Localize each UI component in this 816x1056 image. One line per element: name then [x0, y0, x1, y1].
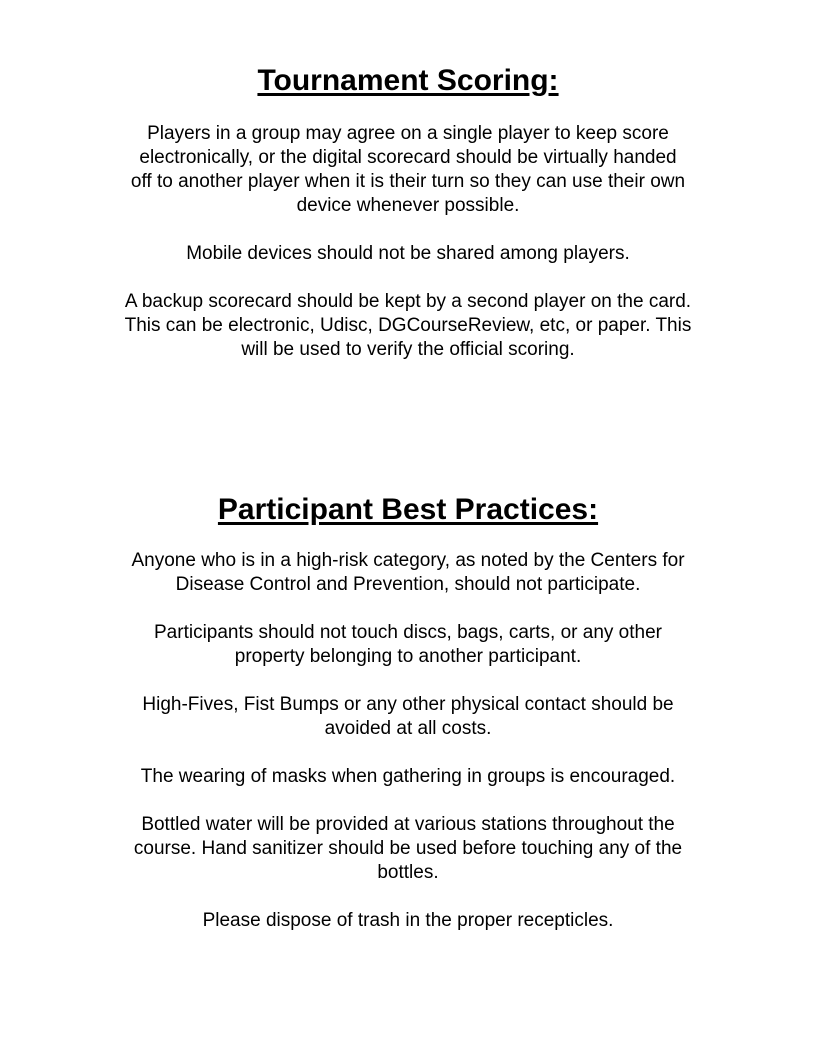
practice-paragraph-masks: The wearing of masks when gathering in groups is encouraged. [140, 766, 676, 787]
practice-paragraph-high-risk: Anyone who is in a high-risk category, as noted by the Centers for Disease Control and Prevention, should not participate. [131, 550, 685, 595]
participant-best-practices-body [118, 549, 698, 933]
tournament-scoring-section [0, 63, 816, 386]
scoring-paragraph-keep-score: Players in a group may agree on a single player to keep score electronically, or the digital scorecard should be virtually handed off to another player when it is their turn so they can use their own device whenever possible. [130, 123, 686, 216]
practice-paragraph-no-touching: Participants should not touch discs, bags, carts, or any other property belonging to another participant. [154, 622, 662, 667]
participant-best-practices-heading: Participant Best Practices: [217, 493, 599, 526]
tournament-scoring-body [118, 122, 698, 362]
participant-best-practices-section [0, 492, 816, 957]
practice-paragraph-water: Bottled water will be provided at various stations throughout the course. Hand sanitizer should be used before touching any of the bottles. [133, 814, 683, 883]
scoring-paragraph-backup-scorecard: A backup scorecard should be kept by a second player on the card. This can be electronic, Udisc, DGCourseReview, etc, or paper. This will be used to verify the official scoring. [124, 291, 692, 360]
practice-paragraph-no-contact: High-Fives, Fist Bumps or any other physical contact should be avoided at all costs. [142, 694, 674, 739]
tournament-scoring-heading: Tournament Scoring: [257, 64, 559, 97]
scoring-paragraph-no-sharing: Mobile devices should not be shared among players. [186, 243, 630, 264]
practice-paragraph-trash: Please dispose of trash in the proper recepticles. [202, 910, 614, 931]
